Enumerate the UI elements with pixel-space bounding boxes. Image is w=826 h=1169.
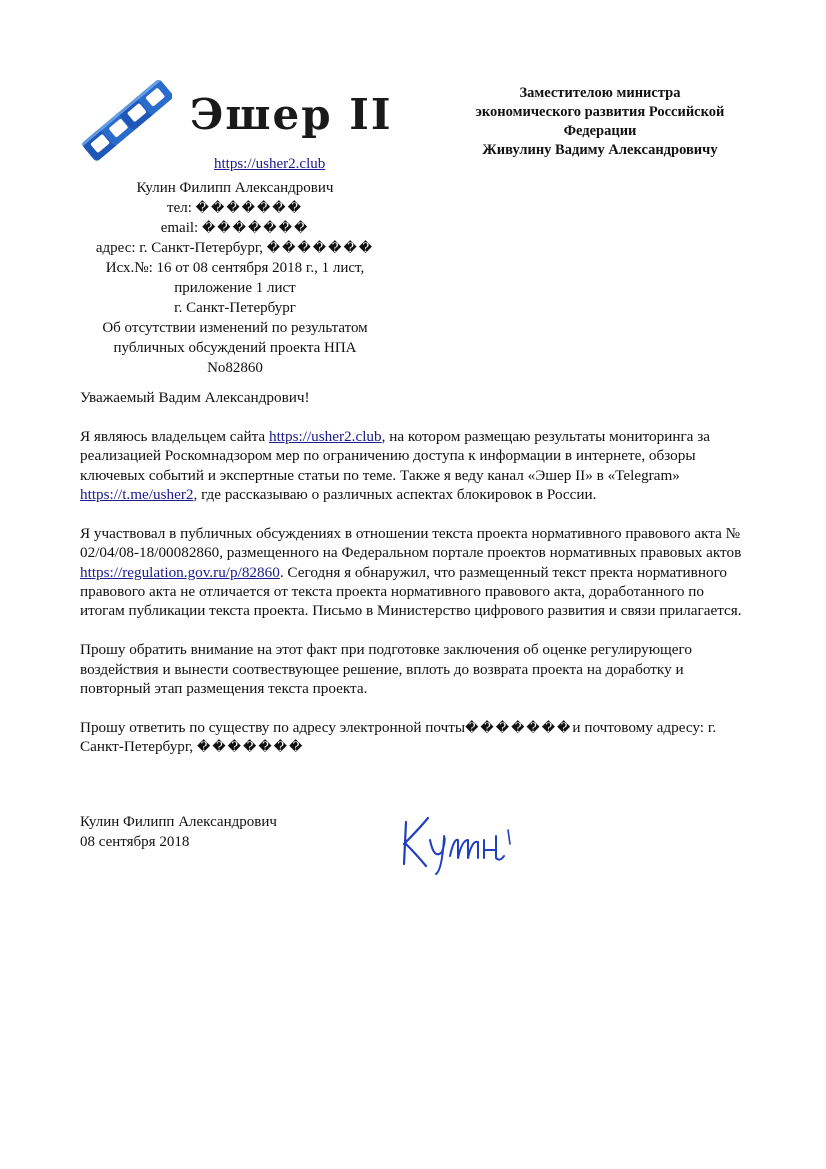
email-value: ������� (201, 220, 310, 235)
paragraph-3: Прошу обратить внимание на этот факт при подготовке заключения об оценке регулирующего воздействия и вынести соотвествующее решение, вплоть до возврата проекта на доработку и повторный этап размещения текста проекта. (80, 641, 692, 698)
address-label: адрес: г. Санкт-Петербург, (95, 240, 264, 256)
signoff-block (80, 812, 277, 852)
letter-body (80, 388, 752, 776)
signoff-date: 08 сентября 2018 (80, 834, 190, 850)
sender-block (70, 178, 400, 378)
sender-email (70, 218, 400, 238)
paragraph-4 (80, 718, 752, 757)
paragraph-2-text-a: Я участвовал в публичных обсуждениях в отношении текста проекта нормативного правового акта № 02/04/08-18/00082860, размещенного на Федеральном портале проектов нормативных правовых актов (80, 524, 742, 562)
paragraph-2-text-b: . Сегодня я обнаружил, что размещенный текст пректа нормативного правового акта не отличается от текста проекта нормативного правового акта, доработанного по итогам публикации текста проекта. Письмо в Министерство цифрового развития и связи прилагается. (80, 563, 742, 620)
site-link[interactable]: https://usher2.club (214, 156, 326, 172)
regulation-link[interactable]: https://regulation.gov.ru/p/82860 (80, 563, 280, 581)
chain-logo-icon (80, 80, 172, 166)
telegram-link[interactable]: https://t.me/usher2 (80, 486, 194, 504)
sender-phone (70, 198, 400, 218)
recipient-line-1: Заместителою министра (519, 85, 681, 101)
phone-value: ������� (195, 200, 303, 215)
recipient-line-3: Федерации (563, 123, 637, 139)
reference-line-2: приложение 1 лист (174, 280, 296, 296)
paragraph-4-text-a: Прошу ответить по существу по адресу электронной почты (80, 718, 466, 736)
handwritten-signature-icon (392, 800, 532, 882)
reference-line-1: Исх.№: 16 от 08 сентября 2018 г., 1 лист, (105, 260, 365, 276)
subject-line-2: публичных обсуждений проекта НПА (113, 340, 357, 356)
phone-label: тел: (167, 200, 192, 216)
paragraph-1-text-a: Я являюсь владельцем сайта (80, 427, 269, 445)
city-line: г. Санкт-Петербург (174, 300, 296, 316)
paragraph-1 (80, 427, 752, 505)
email-label: email: (160, 220, 199, 236)
recipient-line-2: экономического развития Российской (475, 104, 725, 120)
address-redacted: ������� (197, 739, 305, 755)
paragraph-1-text-c: , где рассказываю о различных аспектах блокировок в России. (193, 486, 597, 504)
site-link-inline[interactable]: https://usher2.club (268, 427, 382, 445)
email-redacted: ������� (465, 719, 573, 735)
address-value: ������� (266, 240, 375, 255)
paragraph-4-text-b: и почтовому адресу: г. Санкт-Петербург, (80, 718, 717, 756)
signoff-name: Кулин Филипп Александрович (80, 814, 277, 830)
subject-line-1: Об отсутствии изменений по результатом (102, 320, 368, 336)
paragraph-2 (80, 524, 752, 621)
recipient-block (430, 84, 770, 160)
sender-name: Кулин Филипп Александрович (136, 180, 334, 196)
greeting: Уважаемый Вадим Александрович! (80, 389, 310, 406)
sender-address (70, 238, 400, 258)
logo-title: Эшер II (190, 90, 393, 139)
paragraph-1-text-b: , на котором размещаю результаты мониторинга за реализацией Роскомнадзором мер по ограничению доступа к информации в интернете, обзоры ключевых событий и экспертные статьи по теме. Также я веду канал «Эшер II» в «Telegram» (80, 427, 710, 484)
recipient-line-4: Живулину Вадиму Александровичу (482, 142, 718, 158)
subject-line-3: No82860 (207, 360, 263, 376)
